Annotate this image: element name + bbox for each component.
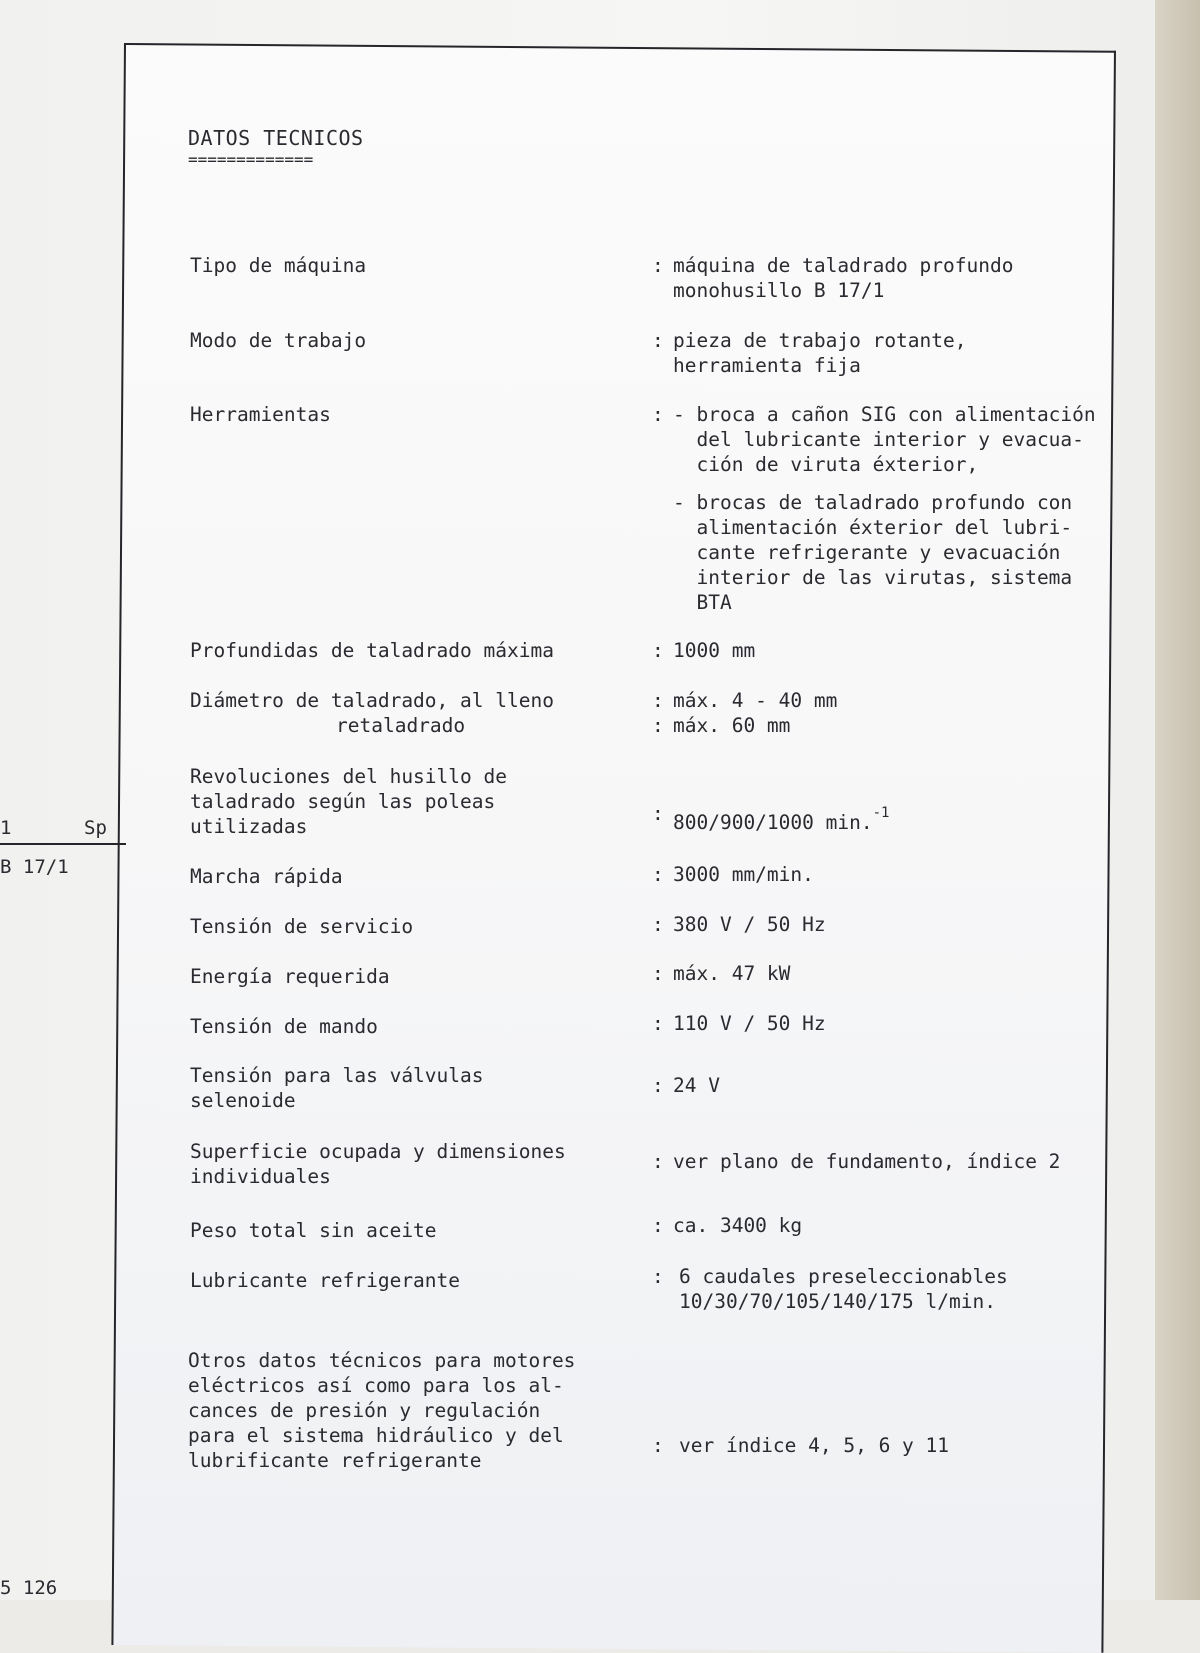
colon: : xyxy=(652,639,664,662)
colon: : xyxy=(652,1012,664,1035)
document-title: DATOS TECNICOS xyxy=(188,126,364,150)
colon: : xyxy=(652,913,664,936)
spec-value: ver plano de fundamento, índice 2 xyxy=(673,1150,1061,1173)
spec-value: máx. 47 kW xyxy=(673,962,791,985)
spec-label: Lubricante refrigerante xyxy=(190,1269,461,1292)
margin-text-bottom: 5 126 xyxy=(0,1577,58,1599)
margin-text-1: 1 xyxy=(0,817,12,839)
spec-label: Marcha rápida xyxy=(190,865,343,888)
colon: : xyxy=(652,802,664,825)
margin-rule xyxy=(0,843,126,845)
colon: : xyxy=(652,403,664,426)
spec-value-text: 800/900/1000 min. xyxy=(673,811,873,834)
spec-value xyxy=(673,801,889,835)
title-underline: ============= xyxy=(188,150,314,169)
colon: : xyxy=(652,863,664,886)
spec-label: Tensión de servicio xyxy=(190,915,414,938)
spec-value: ca. 3400 kg xyxy=(673,1214,803,1237)
spec-value: máquina de taladrado profundo monohusillo B 17/1 xyxy=(673,254,1014,302)
colon: : xyxy=(652,1074,664,1097)
spec-value: 380 V / 50 Hz xyxy=(673,913,826,936)
spec-value: 1000 mm xyxy=(673,639,756,662)
colon: : xyxy=(652,1434,664,1457)
spec-value: 24 V xyxy=(673,1074,720,1097)
spec-label: Superficie ocupada y dimensiones individuales xyxy=(190,1140,566,1188)
spec-label: Revoluciones del husillo de taladrado según las poleas utilizadas xyxy=(190,765,507,838)
margin-text-model: B 17/1 xyxy=(0,856,69,878)
spec-value: ver índice 4, 5, 6 y 11 xyxy=(679,1434,950,1457)
spec-label: Otros datos técnicos para motores eléctricos así como para los al- cances de presión y regulación para el sistema hidráulico y del lubrificante refrigerante xyxy=(188,1349,576,1472)
spec-label: Tensión para las válvulas selenoide xyxy=(190,1064,484,1112)
colon: : xyxy=(652,1150,664,1173)
spec-value: 6 caudales preseleccionables 10/30/70/105/140/175 l/min. xyxy=(679,1265,1008,1313)
colon: : xyxy=(652,329,664,352)
colon: : xyxy=(652,689,664,712)
spec-label: Peso total sin aceite xyxy=(190,1219,437,1242)
spec-label: Energía requerida xyxy=(190,965,390,988)
spec-label: Tipo de máquina xyxy=(190,254,367,277)
spec-label: Modo de trabajo xyxy=(190,329,367,352)
spec-value: pieza de trabajo rotante, herramienta fija xyxy=(673,329,967,377)
spec-label: retaladrado xyxy=(336,714,466,737)
spec-label: Profundidas de taladrado máxima xyxy=(190,639,554,662)
colon: : xyxy=(652,1265,664,1288)
colon: : xyxy=(652,254,664,277)
spec-value: - broca a cañon SIG con alimentación del lubricante interior y evacua- ción de viruta éxterior, xyxy=(673,403,1096,476)
margin-text-sp: Sp xyxy=(84,817,107,839)
spec-value: máx. 4 - 40 mm xyxy=(673,689,838,712)
colon: : xyxy=(652,714,664,737)
spec-label: Tensión de mando xyxy=(190,1015,378,1038)
spec-label: Diámetro de taladrado, al lleno xyxy=(190,689,554,712)
spec-value: máx. 60 mm xyxy=(673,714,791,737)
spec-label: Herramientas xyxy=(190,403,331,426)
desk-edge xyxy=(1155,0,1200,1600)
spec-value: - brocas de taladrado profundo con alimentación éxterior del lubri- cante refrigerante y evacuación interior de las virutas, sistema BTA xyxy=(673,491,1073,614)
spec-value: 110 V / 50 Hz xyxy=(673,1012,826,1035)
colon: : xyxy=(652,962,664,985)
spec-value: 3000 mm/min. xyxy=(673,863,814,886)
exponent: -1 xyxy=(872,805,890,821)
colon: : xyxy=(652,1214,664,1237)
